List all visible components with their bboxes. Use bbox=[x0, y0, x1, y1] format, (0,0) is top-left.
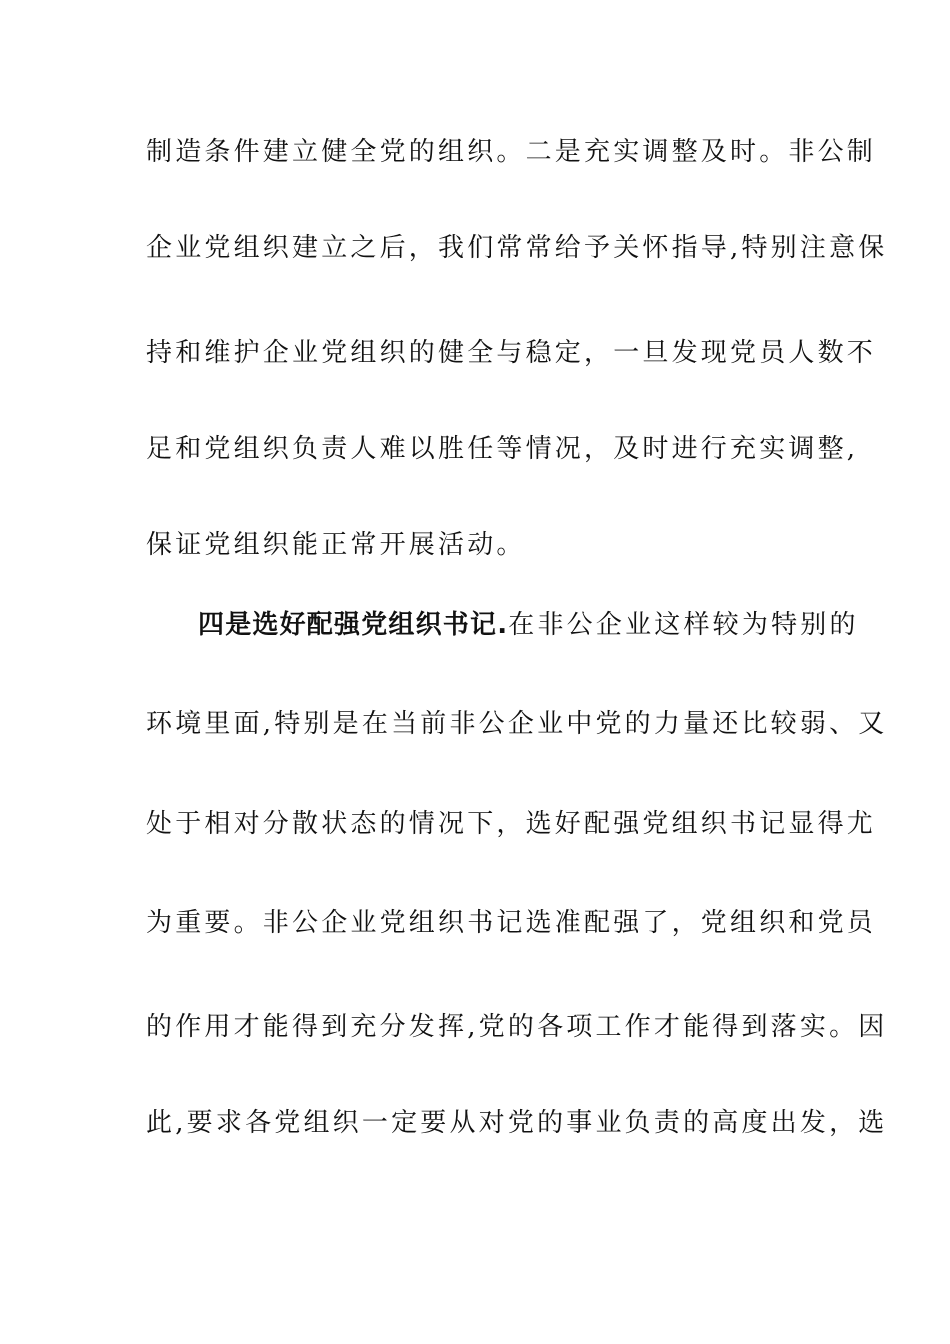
body-text-line: 足和党组织负责人难以胜任等情况，及时进行充实调整, bbox=[146, 434, 859, 464]
body-text-line: 持和维护企业党组织的健全与稳定，一旦发现党员人数不 bbox=[146, 338, 877, 368]
body-text-line: 保证党组织能正常开展活动。 bbox=[146, 530, 526, 560]
section-four-first-line bbox=[198, 609, 858, 641]
body-text-line: 的作用才能得到充分发挥,党的各项工作才能得到落实。因 bbox=[146, 1012, 888, 1042]
body-text-line: 制造条件建立健全党的组织。二是充实调整及时。非公制 bbox=[146, 137, 877, 167]
body-text-line: 企业党组织建立之后，我们常常给予关怀指导,特别注意保 bbox=[146, 233, 888, 263]
body-text-line: 处于相对分散状态的情况下，选好配强党组织书记显得尤 bbox=[146, 809, 877, 839]
body-text-line: 环境里面,特别是在当前非公企业中党的力量还比较弱、又 bbox=[146, 709, 888, 739]
section-four-heading: 四是选好配强党组织书记. bbox=[198, 610, 509, 640]
body-text-line: 为重要。非公企业党组织书记选准配强了，党组织和党员 bbox=[146, 908, 877, 938]
section-four-text: 在非公企业这样较为特别的 bbox=[508, 610, 859, 640]
body-text-line: 此,要求各党组织一定要从对党的事业负责的高度出发，选 bbox=[146, 1108, 888, 1138]
